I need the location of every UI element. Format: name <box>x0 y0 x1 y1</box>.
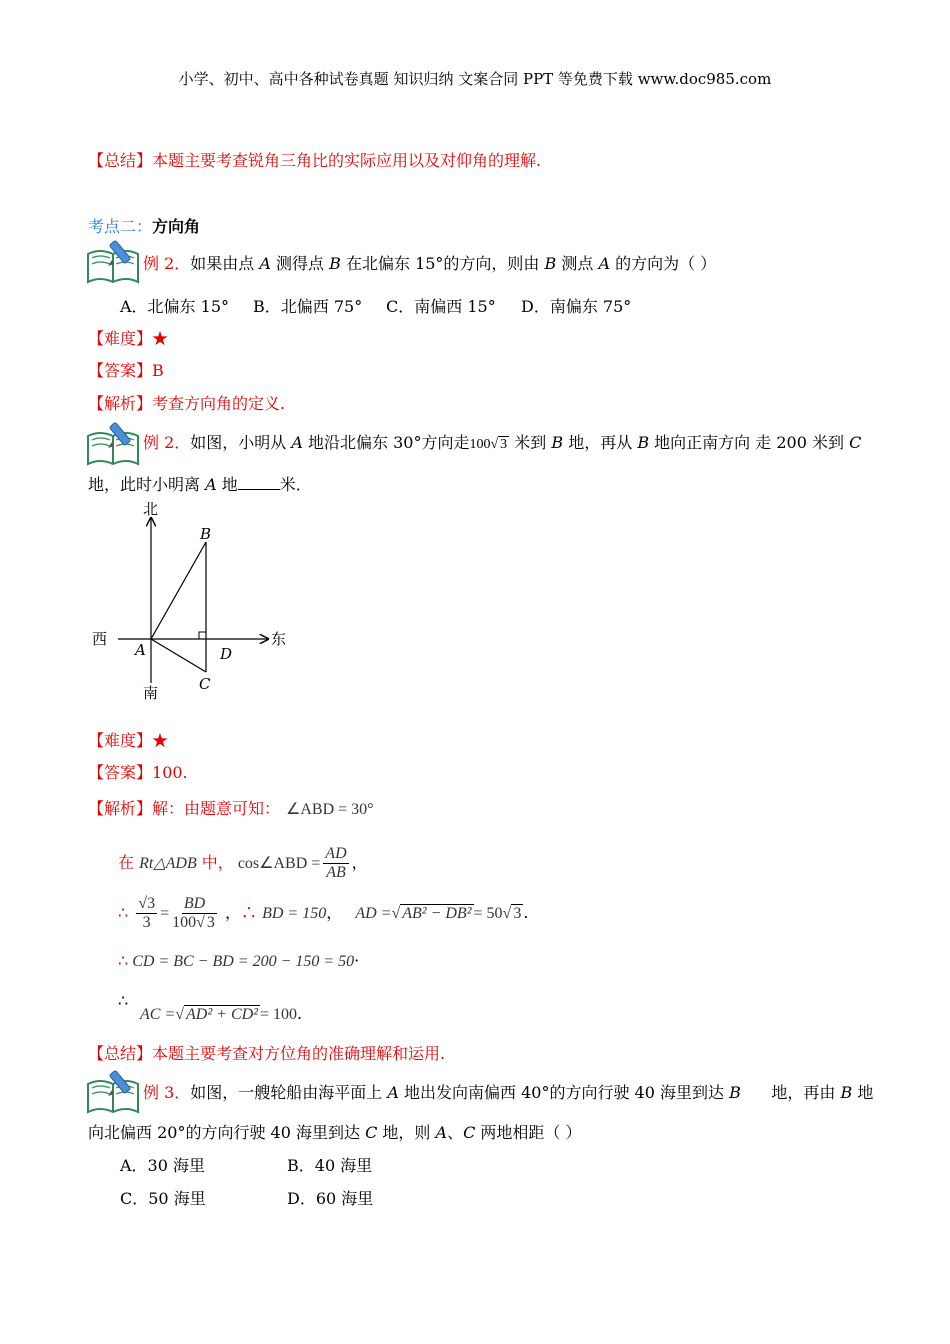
ex2b-stem-line1: 例 2．如图，小明从 A 地沿北偏东 30°方向走100√ 3 米到 B 地，再从 B 地向正南方向 走 200 米到 C <box>143 433 862 452</box>
eq-ac-therefore: ∴ <box>118 991 129 1010</box>
ex2a-option-d: D．南偏东 75° <box>521 297 632 316</box>
ex2a-difficulty: 【难度】★ <box>88 329 169 348</box>
ex3-stem-line2: 向北偏西 20°的方向行驶 40 海里到达 C 地，则 A、C 两地相距（ ） <box>88 1123 582 1142</box>
ex2b-stem-line2: 地，此时小明离 A 地 米． <box>88 475 312 494</box>
answer-blank <box>238 473 280 490</box>
eq-cd: ∴ CD = BC − BD = 200 − 150 = 50· <box>118 951 360 970</box>
ex3-option-b: B．40 海里 <box>287 1156 373 1175</box>
section-heading <box>88 216 200 238</box>
eq-angle-abd: ∠ABD = 30° <box>286 801 374 818</box>
label-south: 南 <box>143 684 159 702</box>
eq-ac: AC =√ AD² + CD² = 100. <box>140 1004 303 1023</box>
right-angle-mark <box>199 632 206 639</box>
ex2a-option-a: A．北偏东 15° <box>120 297 230 316</box>
label-west: 西 <box>92 630 108 648</box>
book-icon <box>86 1070 140 1114</box>
label-d: D <box>220 645 233 663</box>
eq-bd: ∴ $\frac{√3}{3}$ = $\frac{BD}{100√ 3}$ ，∴ BD = 150， AD =√ AB² − DB² = 50√ 3 . <box>118 895 529 931</box>
ex2a-answer: 【答案】B <box>88 361 164 380</box>
direction-diagram <box>88 498 298 708</box>
ex3-option-a: A．30 海里 <box>120 1156 206 1175</box>
label-a: A <box>135 641 146 659</box>
page-header: 小学、初中、高中各种试卷真题 知识归纳 文案合同 PPT 等免费下载 www.doc985.com <box>178 70 772 88</box>
summary-2: 【总结】本题主要考查对方位角的准确理解和运用. <box>88 1044 446 1063</box>
section-label: 考点二： <box>88 217 153 236</box>
summary-label: 【总结】 <box>88 151 153 170</box>
ex3-number: 例 3． <box>143 1083 191 1102</box>
book-icon <box>86 422 140 466</box>
ex3-stem-line1: 例 3．如图，一艘轮船由海平面上 A 地出发向南偏西 40°的方向行驶 40 海里到达 B 地，再由 B 地 <box>143 1083 874 1102</box>
ex2a-analysis: 【解析】考查方向角的定义. <box>88 394 286 413</box>
book-icon <box>86 240 140 284</box>
segment-ab <box>151 542 206 639</box>
ex2b-difficulty: 【难度】★ <box>88 731 169 750</box>
label-east: 东 <box>271 630 287 648</box>
ex3-option-c: C．50 海里 <box>120 1189 206 1208</box>
ex2b-analysis-lead: 【解析】解：由题意可知： ∠ABD = 30° <box>88 799 374 818</box>
segment-ac <box>151 639 206 672</box>
ex2b-answer: 【答案】100. <box>88 763 188 782</box>
eq-cos: 在 Rt△ADB 中， cos∠ABD = $\frac{AD}{AB}$ ， <box>118 845 368 881</box>
summary-text: 本题主要考查锐角三角比的实际应用以及对仰角的理解. <box>152 151 542 170</box>
ex2a-option-c: C．南偏西 15° <box>386 297 496 316</box>
label-c: C <box>199 675 211 693</box>
ex2a-number: 例 2． <box>143 254 191 273</box>
ex2a-stem: 例 2．如果由点 A 测得点 B 在北偏东 15°的方向，则由 B 测点 A 的方向为（ ） <box>143 254 717 273</box>
ex2b-number: 例 2． <box>143 433 191 452</box>
label-north: 北 <box>143 500 159 518</box>
summary-1 <box>88 150 541 172</box>
ex2a-option-b: B．北偏西 75° <box>253 297 363 316</box>
label-b: B <box>200 525 212 543</box>
section-title: 方向角 <box>152 217 201 236</box>
ex3-option-d: D．60 海里 <box>287 1189 374 1208</box>
